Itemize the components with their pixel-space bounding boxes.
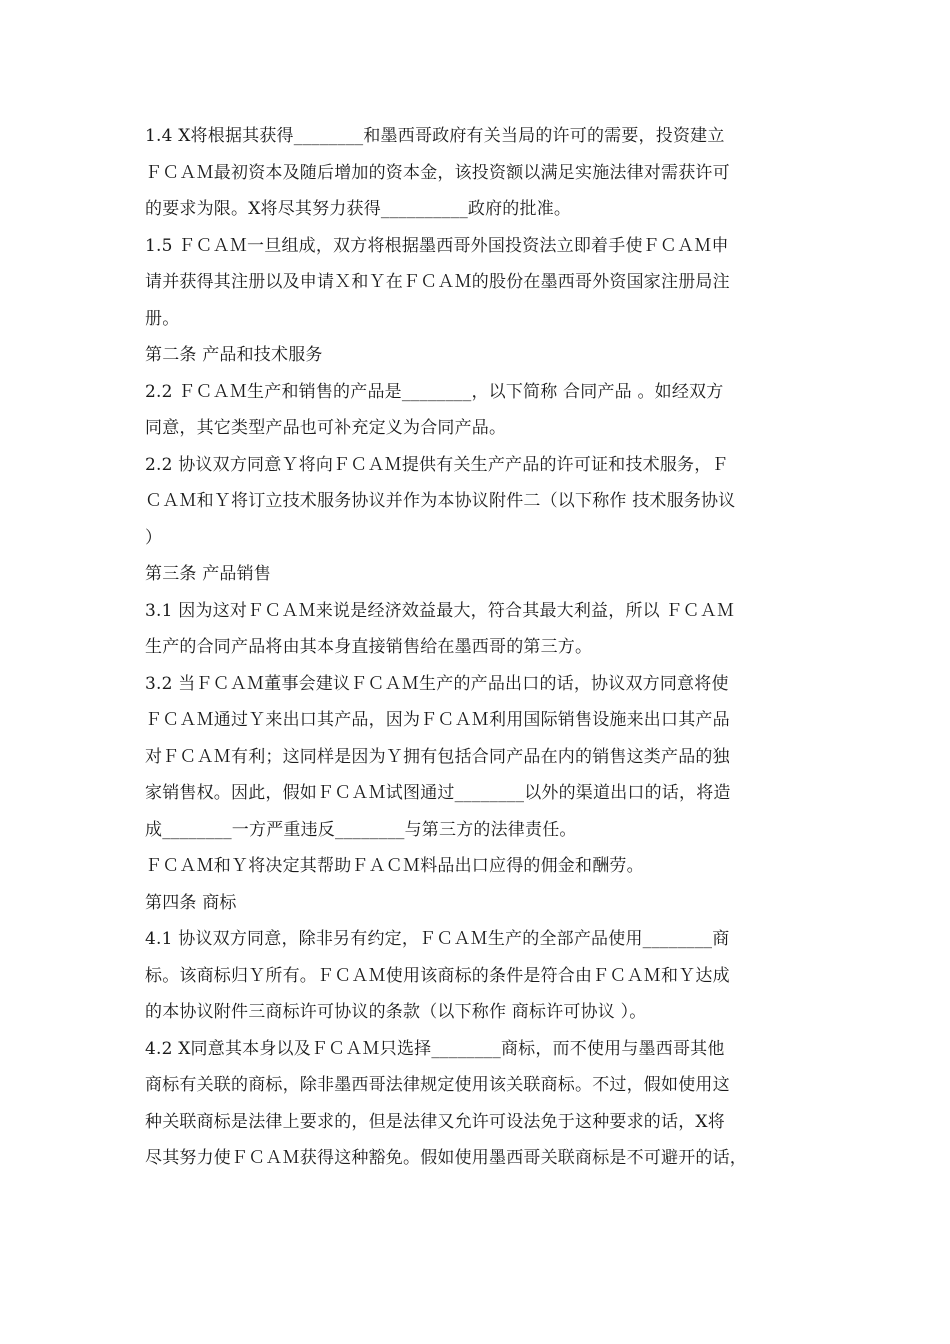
text-line: 家销售权。因此，假如ＦＣＡＭ试图通过________以外的渠道出口的话，将造 bbox=[145, 783, 731, 803]
section-heading: 第二条 产品和技术服务 bbox=[145, 345, 323, 365]
text-line: 2.2 协议双方同意Ｙ将向ＦＣＡＭ提供有关生产产品的许可证和技术服务，Ｆ bbox=[145, 454, 729, 475]
text-line: 的要求为限。X将尽其努力获得__________政府的批准。 bbox=[145, 199, 572, 219]
text-line: 标。该商标归Ｙ所有。ＦＣＡＭ使用该商标的条件是符合由ＦＣＡＭ和Ｙ达成 bbox=[145, 965, 730, 986]
section-heading: 第四条 商标 bbox=[145, 892, 237, 913]
text-line: ＦＣＡＭ最初资本及随后增加的资本金，该投资额以满足实施法律对需获许可 bbox=[145, 162, 730, 183]
text-line: ） bbox=[145, 527, 163, 548]
text-line: 1.4 X将根据其获得________和墨西哥政府有关当局的许可的需要，投资建立 bbox=[145, 126, 725, 146]
text-line: 3.2 当ＦＣＡＭ董事会建议ＦＣＡＭ生产的产品出口的话，协议双方同意将使 bbox=[145, 673, 729, 694]
text-line: 3.1 因为这对ＦＣＡＭ来说是经济效益最大，符合其最大利益，所以 ＦＣＡＭ bbox=[145, 600, 735, 621]
text-line: 商标有关联的商标，除非墨西哥法律规定使用该关联商标。不过，假如使用这 bbox=[145, 1075, 730, 1095]
text-line: 4.1 协议双方同意，除非另有约定，ＦＣＡＭ生产的全部产品使用________商 bbox=[145, 929, 730, 949]
text-line: 种关联商标是法律上要求的，但是法律又允许可设法免于这种要求的话，X将 bbox=[145, 1111, 725, 1132]
text-line: 成________一方严重违反________与第三方的法律责任。 bbox=[145, 819, 577, 840]
text-line: 4.2 X同意其本身以及ＦＣＡＭ只选择________商标，而不使用与墨西哥其他 bbox=[145, 1038, 725, 1059]
text-line: ＦＣＡＭ通过Ｙ来出口其产品，因为ＦＣＡＭ利用国际销售设施来出口其产品 bbox=[145, 710, 730, 730]
text-line: ＣＡＭ和Ｙ将订立技术服务协议并作为本协议附件二（以下称作 技术服务协议 bbox=[145, 491, 736, 511]
text-line: 尽其努力使ＦＣＡＭ获得这种豁免。假如使用墨西哥关联商标是不可避开的话， bbox=[145, 1148, 747, 1168]
text-line: 的本协议附件三商标许可协议的条款（以下称作 商标许可协议 ）。 bbox=[145, 1002, 647, 1022]
text-line: 对ＦＣＡＭ有利；这同样是因为Ｙ拥有包括合同产品在内的销售这类产品的独 bbox=[145, 746, 730, 767]
text-line: 请并获得其注册以及申请Ｘ和Ｙ在ＦＣＡＭ的股份在墨西哥外资国家注册局注 bbox=[145, 272, 730, 292]
contract-text bbox=[145, 118, 810, 1177]
text-line: ＦＣＡＭ和Ｙ将决定其帮助ＦＡＣＭ料品出口应得的佣金和酬劳。 bbox=[145, 856, 644, 876]
text-line: 2.2 ＦＣＡＭ生产和销售的产品是________，以下简称 合同产品 。如经双方 bbox=[145, 381, 724, 402]
text-line: 同意，其它类型产品也可补充定义为合同产品。 bbox=[145, 418, 507, 438]
section-heading: 第三条 产品销售 bbox=[145, 564, 272, 584]
text-line: 1.5 ＦＣＡＭ一旦组成，双方将根据墨西哥外国投资法立即着手使ＦＣＡＭ申 bbox=[145, 235, 729, 256]
text-line: 册。 bbox=[145, 308, 180, 329]
text-line: 生产的合同产品将由其本身直接销售给在墨西哥的第三方。 bbox=[145, 637, 593, 657]
